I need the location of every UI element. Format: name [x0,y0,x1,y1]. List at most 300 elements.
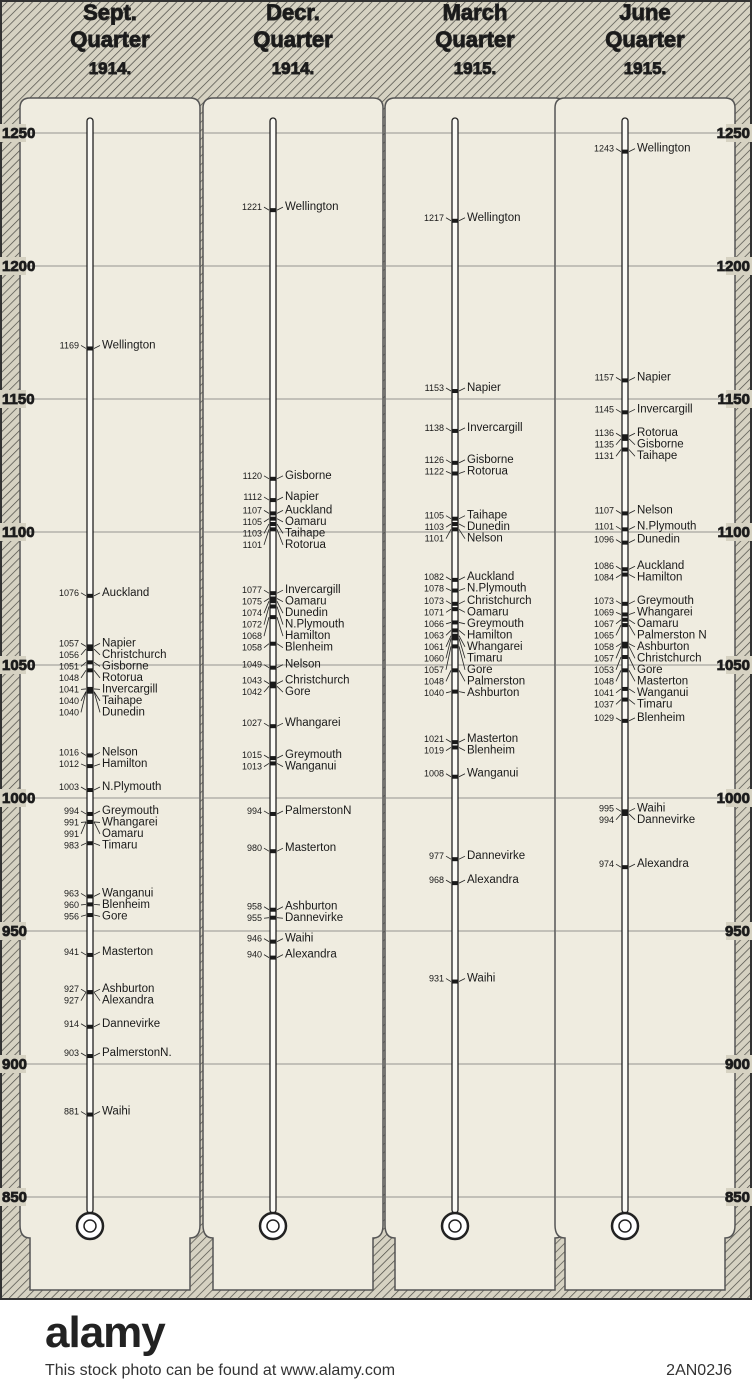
town-label: Napier [467,382,501,395]
value-label: 927 [63,984,79,995]
town-label: Waihi [102,1105,131,1118]
panel-title-line: March [442,0,508,25]
value-label: 994 [246,805,262,816]
value-label: 995 [598,803,614,814]
y-tick-label: 1100 [2,524,35,541]
town-label: Wellington [637,142,691,155]
y-tick-label: 1050 [2,657,36,674]
town-label: Masterton [285,842,337,855]
value-mark [622,541,628,545]
value-label: 1013 [241,761,262,772]
value-mark [452,429,458,433]
value-mark [270,812,276,816]
panel-title-line: 1915. [453,59,497,78]
value-mark [270,908,276,912]
value-mark [270,511,276,515]
value-label: 991 [63,817,79,828]
value-label: 960 [63,899,79,910]
town-label: Blenheim [467,744,515,757]
town-label: Timaru [102,839,138,852]
town-label: Dannevirke [285,912,344,925]
value-mark [622,865,628,869]
value-mark [622,668,628,672]
thermometer-tube [87,118,93,1213]
banner-caption: This stock photo can be found at www.alamy.com [45,1362,396,1379]
town-label: Dannevirke [637,813,696,826]
value-label: 1041 [593,687,614,698]
value-label: 1221 [241,202,262,213]
value-mark [270,684,276,688]
town-label: Greymouth [637,594,694,607]
label-leader [94,904,100,905]
value-label: 1057 [593,653,614,664]
value-label: 1217 [423,212,444,223]
value-label: 955 [246,913,262,924]
value-mark [87,1025,93,1029]
town-label: Waihi [285,932,314,945]
value-label: 958 [246,901,262,912]
town-label: Whangarei [467,640,523,653]
value-label: 1053 [593,664,614,675]
value-mark [452,775,458,779]
value-mark [452,602,458,606]
town-label: Ashburton [285,900,338,913]
panel-title-line: Quarter [605,27,685,52]
value-mark [87,902,93,906]
thermometer-bulb-inner [619,1220,631,1232]
town-label: Auckland [467,570,515,583]
value-label: 1041 [58,684,79,695]
value-mark [452,857,458,861]
town-label: Timaru [637,698,673,711]
value-mark [270,517,276,521]
town-label: Alexandra [102,994,154,1007]
town-label: Wellington [467,211,521,224]
value-label: 974 [598,859,614,870]
panel-title-line: Sept. [83,0,137,25]
town-label: Dunedin [467,521,510,534]
value-leader [81,822,86,823]
town-label: Blenheim [102,898,150,911]
town-label: Hamilton [285,630,331,643]
town-label: Oamaru [467,606,509,619]
town-label: Rotorua [285,538,326,551]
town-label: PalmerstonN [285,804,352,817]
value-mark [87,764,93,768]
value-mark [622,612,628,616]
value-label: 1103 [424,522,444,533]
town-label: Gisborne [467,453,514,466]
y-tick-label: 1250 [2,125,36,142]
value-label: 1042 [241,687,262,698]
value-mark [622,644,628,648]
value-label: 1153 [424,383,444,394]
value-label: 1101 [242,539,262,550]
town-label: Napier [285,491,319,504]
value-mark [452,527,458,531]
value-label: 1169 [59,340,79,351]
value-label: 968 [428,875,444,886]
value-label: 1003 [58,782,79,793]
value-label: 940 [246,949,262,960]
value-label: 1122 [424,466,444,477]
value-label: 1077 [241,585,262,596]
value-mark [87,1113,93,1117]
value-mark [87,668,93,672]
value-mark [87,647,93,651]
value-mark [270,940,276,944]
town-label: Gisborne [102,660,149,673]
value-mark [270,599,276,603]
thermometer-panel [20,0,200,1290]
value-mark [622,812,628,816]
value-label: 1112 [243,492,262,503]
town-label: Invercargill [467,421,523,434]
town-label: Timaru [467,652,503,665]
value-mark [622,567,628,571]
value-label: 1015 [241,750,262,761]
value-label: 1043 [241,675,262,686]
value-label: 1138 [424,422,444,433]
value-mark [270,666,276,670]
y-tick-label: 1150 [2,391,35,408]
value-mark [87,788,93,792]
y-tick-label: 1000 [2,790,36,807]
town-label: Dunedin [102,706,145,719]
value-label: 946 [246,933,262,944]
value-label: 1012 [58,758,79,769]
value-mark [452,980,458,984]
value-label: 1021 [423,734,444,745]
value-mark [270,756,276,760]
y-tick-label: 1050 [716,657,750,674]
value-mark [87,913,93,917]
value-label: 994 [598,814,614,825]
value-mark [87,812,93,816]
value-label: 1048 [58,672,79,683]
town-label: Oamaru [102,827,144,840]
value-label: 1157 [594,372,614,383]
town-label: Christchurch [637,652,702,665]
town-label: Alexandra [285,948,337,961]
town-label: Rotorua [637,427,678,440]
value-label: 1078 [423,583,444,594]
thermometer-bulb-inner [84,1220,96,1232]
y-tick-label: 1250 [716,125,750,142]
town-label: Whangarei [102,816,158,829]
value-label: 1058 [241,642,262,653]
value-label: 1068 [241,631,262,642]
town-label: Wanganui [637,686,689,699]
value-label: 1040 [58,707,79,718]
y-tick-label: 1150 [717,391,750,408]
y-tick-label: 950 [2,923,28,940]
town-label: Gisborne [285,469,332,482]
value-mark [452,607,458,611]
town-label: N.Plymouth [637,520,697,533]
town-label: Wanganui [102,887,154,900]
value-label: 991 [63,828,79,839]
town-label: Masterton [102,945,154,958]
town-label: Auckland [285,504,333,517]
town-label: Christchurch [102,648,167,661]
value-label: 1120 [242,470,262,481]
town-label: N.Plymouth [102,781,162,794]
value-mark [87,660,93,664]
value-mark [270,208,276,212]
value-mark [87,894,93,898]
value-label: 1071 [423,607,444,618]
value-label: 941 [63,946,79,957]
value-mark [622,687,628,691]
value-label: 1074 [241,608,262,619]
value-mark [270,956,276,960]
town-label: Blenheim [285,641,333,654]
thermometer-panel [555,0,735,1290]
town-label: Nelson [285,658,321,671]
town-label: Wellington [102,339,156,352]
value-mark [270,724,276,728]
value-mark [270,761,276,765]
value-mark [452,690,458,694]
value-label: 1040 [58,695,79,706]
town-label: Dunedin [637,533,680,546]
value-mark [452,517,458,521]
town-label: Taihape [102,694,143,707]
y-tick-label: 1000 [716,790,750,807]
value-label: 1067 [593,618,614,629]
value-label: 1131 [594,451,614,462]
value-label: 1107 [594,505,614,516]
value-mark [452,628,458,632]
value-label: 1058 [593,641,614,652]
town-label: Wellington [285,201,339,214]
town-label: Waihi [467,972,496,985]
value-mark [622,618,628,622]
value-label: 1019 [423,745,444,756]
value-label: 1065 [593,630,614,641]
value-mark [622,655,628,659]
town-label: Oamaru [285,595,327,608]
town-label: N.Plymouth [285,618,345,631]
value-label: 1076 [58,587,79,598]
value-label: 1037 [593,699,614,710]
value-mark [622,437,628,441]
value-label: 1075 [241,596,262,607]
value-mark [270,522,276,526]
value-label: 881 [63,1106,79,1117]
value-mark [622,623,628,627]
town-label: Invercargill [285,584,341,597]
town-label: Invercargill [102,683,158,696]
thermometer-panel [385,0,565,1290]
value-label: 1063 [423,630,444,641]
value-mark [452,219,458,223]
value-mark [452,471,458,475]
value-mark [622,410,628,414]
value-label: 914 [63,1018,79,1029]
value-mark [452,589,458,593]
value-mark [87,690,93,694]
value-label: 1057 [423,664,444,675]
value-leader [264,918,269,919]
town-label: Greymouth [467,617,524,630]
panel-title-line: 1915. [623,59,667,78]
thermometer-tube [452,118,458,1213]
value-label: 1243 [593,143,614,154]
town-label: Taihape [285,527,326,540]
value-label: 1086 [593,561,614,572]
value-label: 1136 [594,428,614,439]
value-mark [622,527,628,531]
value-mark [452,461,458,465]
value-mark [270,591,276,595]
town-label: Whangarei [285,717,341,730]
value-mark [87,953,93,957]
value-label: 1016 [58,747,79,758]
town-label: Alexandra [637,858,689,871]
value-label: 1057 [58,638,79,649]
value-mark [622,573,628,577]
value-mark [87,346,93,350]
value-mark [622,448,628,452]
y-tick-label: 850 [724,1189,750,1206]
town-label: Palmerston N [637,629,707,642]
value-label: 1049 [241,659,262,670]
value-leader [81,904,86,905]
town-label: Taihape [467,509,508,522]
value-label: 994 [63,805,79,816]
value-label: 1126 [424,454,444,465]
value-label: 1040 [423,687,444,698]
town-label: Nelson [467,532,503,545]
thermometer-tube [270,118,276,1213]
value-mark [270,642,276,646]
label-leader [94,822,100,823]
town-label: Palmerston [467,675,526,688]
y-tick-label: 900 [2,1056,28,1073]
town-label: Dannevirke [102,1017,161,1030]
value-mark [270,498,276,502]
town-label: Rotorua [467,465,508,478]
town-label: Hamilton [102,757,148,770]
town-label: Waihi [637,802,666,815]
value-mark [452,522,458,526]
value-label: 1073 [423,595,444,606]
value-mark [87,753,93,757]
value-label: 1066 [423,618,444,629]
value-mark [87,594,93,598]
stock-banner [0,1300,752,1390]
town-label: Masterton [637,675,689,688]
town-label: Greymouth [285,749,342,762]
town-label: Gore [467,663,493,676]
value-mark [452,644,458,648]
town-label: Napier [637,371,671,384]
value-mark [87,841,93,845]
value-label: 1107 [242,505,262,516]
panel-title-line: 1914. [271,59,315,78]
value-label: 1072 [241,619,262,630]
value-label: 1048 [593,676,614,687]
value-label: 1056 [58,649,79,660]
value-label: 1096 [593,534,614,545]
town-label: Ashburton [467,686,520,699]
town-label: Greymouth [102,804,159,817]
value-label: 1008 [423,768,444,779]
town-label: Nelson [102,746,138,759]
value-label: 977 [428,851,444,862]
value-mark [622,698,628,702]
value-mark [87,820,93,824]
value-label: 1084 [593,572,614,583]
thermometer-bulb-inner [267,1220,279,1232]
town-label: Hamilton [637,571,683,584]
y-tick-label: 1200 [2,258,36,275]
value-label: 1135 [594,439,614,450]
town-label: Dannevirke [467,850,526,863]
value-mark [622,150,628,154]
value-label: 1073 [593,595,614,606]
town-label: Blenheim [637,711,685,724]
y-tick-label: 950 [724,923,750,940]
town-label: Rotorua [102,671,143,684]
value-label: 1051 [58,661,79,672]
value-label: 903 [63,1048,79,1059]
town-label: Ashburton [637,640,690,653]
town-label: Invercargill [637,403,693,416]
value-label: 1105 [242,516,262,527]
value-mark [87,1054,93,1058]
value-label: 1029 [593,712,614,723]
town-label: N.Plymouth [467,582,527,595]
town-label: Oamaru [285,515,327,528]
town-label: Dunedin [285,607,328,620]
thermometer-panel [203,0,383,1290]
value-mark [452,620,458,624]
value-mark [87,990,93,994]
value-mark [452,740,458,744]
value-label: 1105 [424,510,444,521]
value-mark [622,719,628,723]
town-label: Nelson [637,504,673,517]
value-label: 1101 [424,533,444,544]
value-mark [270,916,276,920]
value-label: 1060 [423,653,444,664]
y-tick-label: 1200 [716,258,750,275]
thermometer-bulb-inner [449,1220,461,1232]
value-mark [270,477,276,481]
town-label: Hamilton [467,629,513,642]
value-mark [452,668,458,672]
value-mark [452,881,458,885]
value-mark [270,527,276,531]
value-mark [622,511,628,515]
value-label: 963 [63,888,79,899]
value-label: 983 [63,840,79,851]
panel-title-line: Quarter [253,27,333,52]
value-label: 927 [63,995,79,1006]
town-label: Christchurch [285,674,350,687]
value-label: 1048 [423,676,444,687]
town-label: Auckland [637,560,685,573]
town-label: Alexandra [467,874,519,887]
town-label: Christchurch [467,594,532,607]
y-tick-label: 1100 [717,524,750,541]
value-mark [270,604,276,608]
town-label: Ashburton [102,983,155,996]
value-mark [270,849,276,853]
